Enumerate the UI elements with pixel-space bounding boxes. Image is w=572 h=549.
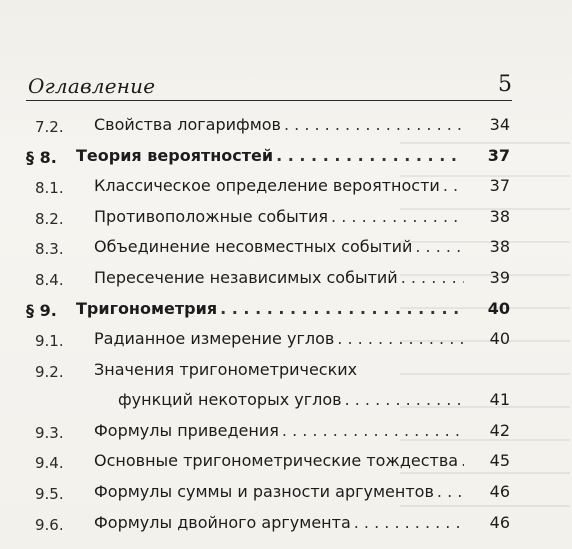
toc-page: 40 bbox=[489, 329, 510, 349]
toc-entry-8-4 bbox=[26, 267, 510, 298]
toc-title: Радианное измерение углов bbox=[94, 329, 335, 349]
header-title: Оглавление bbox=[28, 74, 156, 98]
toc-title: Теория вероятностей bbox=[76, 145, 274, 165]
toc-entry-8-2 bbox=[26, 206, 510, 237]
toc-page: 37 bbox=[487, 145, 510, 165]
toc-page: 42 bbox=[489, 420, 510, 440]
toc-page: 38 bbox=[489, 237, 510, 257]
toc-number: 8.3. bbox=[35, 240, 64, 259]
toc-title: Значения тригонометрических bbox=[94, 359, 358, 379]
toc-title: Свойства логарифмов bbox=[94, 115, 281, 134]
toc-number: 7.2. bbox=[35, 118, 64, 136]
toc-entry-8-3 bbox=[26, 236, 510, 267]
toc-title: Объединение несовместных событий bbox=[94, 237, 413, 257]
toc-page: 41 bbox=[489, 389, 510, 409]
toc-page: 37 bbox=[489, 176, 510, 196]
toc-number: 8.4. bbox=[35, 270, 64, 289]
toc-page: 46 bbox=[489, 512, 510, 532]
toc-page: 40 bbox=[487, 298, 510, 318]
toc-number: 9.5. bbox=[35, 484, 64, 503]
toc-title: Тригонометрия bbox=[76, 298, 218, 318]
toc-title: Формулы двойного аргумента bbox=[94, 512, 351, 532]
toc-section-9 bbox=[26, 298, 510, 329]
toc-number: § 9. bbox=[26, 300, 57, 320]
running-header bbox=[26, 72, 512, 100]
toc-entry-7-2 bbox=[26, 114, 510, 145]
toc-page: 46 bbox=[489, 481, 510, 501]
toc-entry-9-1 bbox=[26, 328, 510, 359]
toc-title: Противоположные события bbox=[94, 206, 329, 226]
toc-entry-9-5 bbox=[26, 481, 510, 512]
toc-page: 45 bbox=[489, 451, 510, 471]
toc-number: 9.6. bbox=[35, 515, 64, 534]
header-rule bbox=[26, 100, 512, 101]
header-page-number: 5 bbox=[498, 72, 512, 97]
toc-section-8 bbox=[26, 145, 510, 176]
table-of-contents bbox=[26, 114, 510, 542]
toc-entry-9-6 bbox=[26, 512, 510, 543]
toc-page: 39 bbox=[489, 267, 510, 287]
toc-number: 9.2. bbox=[35, 362, 64, 381]
toc-number: 8.2. bbox=[35, 209, 64, 228]
toc-number: 8.1. bbox=[35, 179, 64, 198]
toc-number: § 8. bbox=[26, 147, 57, 167]
toc-title: Пересечение независимых событий bbox=[94, 267, 398, 287]
toc-title: Формулы приведения bbox=[94, 420, 279, 440]
toc-number: 9.4. bbox=[35, 454, 64, 473]
toc-title: Классическое определение вероятности bbox=[94, 176, 440, 196]
toc-entry-8-1 bbox=[26, 175, 510, 206]
toc-page: 38 bbox=[489, 206, 510, 226]
toc-entry-9-4 bbox=[26, 450, 510, 481]
toc-entry-9-2 bbox=[26, 359, 510, 420]
toc-title: Формулы суммы и разности аргументов bbox=[94, 481, 434, 501]
toc-page: 34 bbox=[489, 115, 510, 134]
toc-entry-9-3 bbox=[26, 420, 510, 451]
toc-number: 9.1. bbox=[35, 332, 64, 351]
toc-title: Основные тригонометрические тождества bbox=[94, 451, 459, 471]
toc-title-continued: функций некоторых углов bbox=[118, 389, 342, 409]
toc-number: 9.3. bbox=[35, 423, 64, 442]
